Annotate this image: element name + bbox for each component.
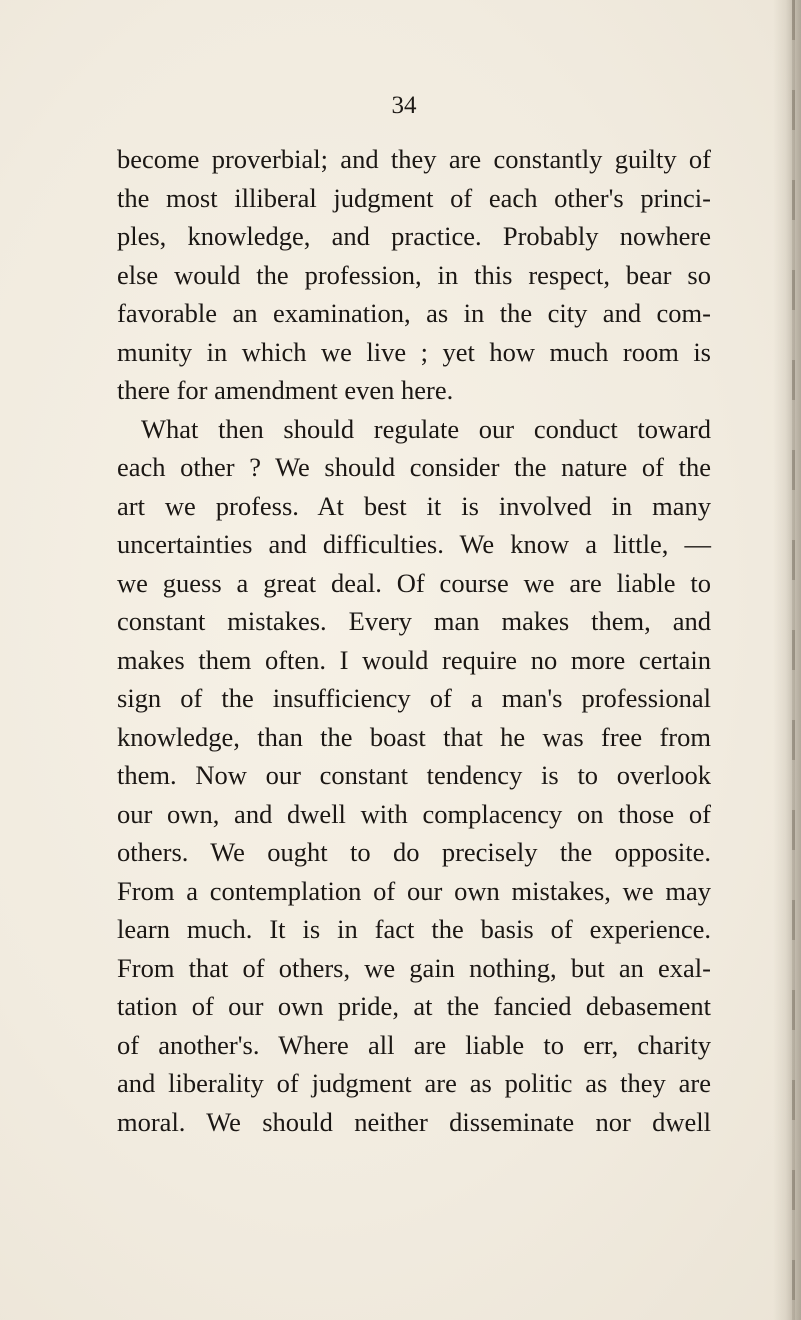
text-line: the most illiberal judgment of each other's princi- — [117, 182, 711, 213]
page-edge-line — [792, 0, 795, 1320]
text-line: favorable an examination, as in the city and com- — [117, 298, 711, 328]
text-line: of another's. Where all are liable to err, charity — [117, 1029, 711, 1060]
text-line: our own, and dwell with complacency on those of — [117, 798, 711, 829]
text-line: knowledge, than the boast that he was free from — [117, 721, 711, 752]
text-line: moral. We should neither disseminate nor dwell — [117, 1106, 711, 1137]
text-line: art we profess. At best it is involved in many — [117, 490, 711, 521]
text-line: makes them often. I would require no more certain — [117, 644, 711, 675]
text-line: sign of the insufficiency of a man's professional — [117, 683, 711, 713]
text-line: and liberality of judgment are as politic as they are — [117, 1068, 711, 1098]
text-line: we guess a great deal. Of course we are liable to — [117, 567, 711, 598]
paragraph-end-line: there for amendment even here. — [117, 375, 454, 405]
text-line: others. We ought to do precisely the opposite. — [117, 837, 711, 867]
text-line: else would the profession, in this respect, bear so — [117, 259, 711, 290]
text-line: each other ? We should consider the nature of the — [117, 452, 711, 482]
page-number: 34 — [391, 92, 417, 119]
text-line: From a contemplation of our own mistakes, we may — [117, 875, 711, 906]
text-line: From that of others, we gain nothing, but an exal- — [117, 952, 711, 983]
text-line: become proverbial; and they are constantly guilty of — [117, 144, 711, 174]
page-edge-shadow — [773, 0, 801, 1320]
text-line: uncertainties and difficulties. We know a little, — — [117, 529, 711, 559]
body-text — [117, 140, 711, 1141]
text-line: munity in which we live ; yet how much room is — [117, 336, 711, 367]
text-line: constant mistakes. Every man makes them, and — [117, 606, 711, 636]
text-line: them. Now our constant tendency is to overlook — [117, 760, 711, 790]
text-line: tation of our own pride, at the fancied debasement — [117, 991, 711, 1021]
paragraph-start-line: What then should regulate our conduct toward — [141, 413, 711, 444]
text-line: ples, knowledge, and practice. Probably nowhere — [117, 221, 711, 251]
text-line: learn much. It is in fact the basis of experience. — [117, 914, 711, 944]
